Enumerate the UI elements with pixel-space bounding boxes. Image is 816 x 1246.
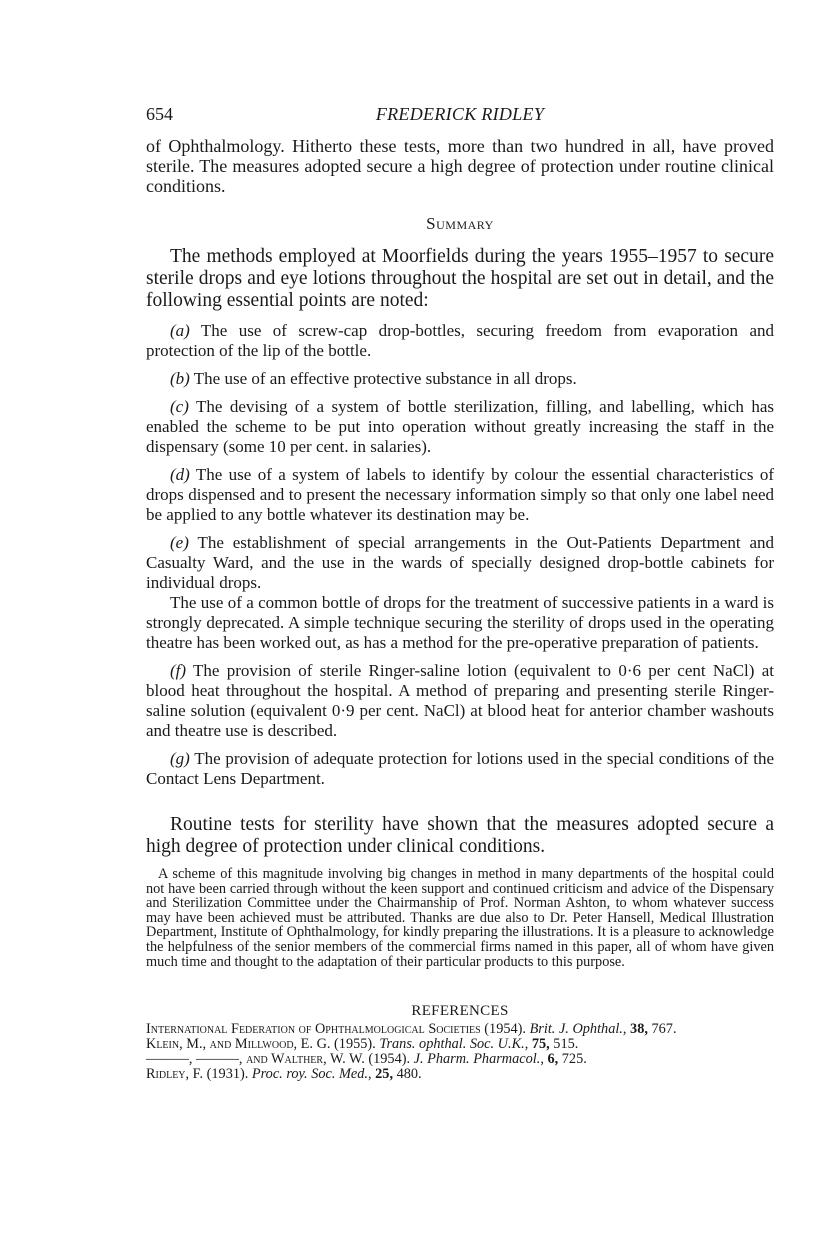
page-number: 654	[146, 104, 173, 124]
reference-item: ———, ———, and Walther, W. W. (1954). J. Pharm. Pharmacol., 6, 725.	[146, 1051, 587, 1067]
running-head-author: FREDERICK RIDLEY	[375, 104, 545, 124]
reference-authors: International Federation of Ophthalmological Societies	[146, 1021, 481, 1037]
point-label: (g)	[170, 749, 190, 768]
reference-pages: 480.	[393, 1066, 422, 1082]
point-text: The devising of a system of bottle sterilization, filling, and labelling, which has enabled the scheme to be put into operation without greatly increasing the staff in the dispensary (some 10 per cent. in salaries).	[146, 397, 774, 456]
reference-pages: 515.	[549, 1036, 579, 1052]
reference-volume: 25,	[375, 1066, 394, 1082]
reference-authors: Ridley, F.	[146, 1066, 204, 1082]
summary-point-b	[146, 369, 774, 389]
summary-point-e	[146, 533, 774, 593]
point-label: (a)	[170, 321, 190, 340]
point-label: (e)	[170, 533, 189, 552]
point-label: (d)	[170, 465, 190, 484]
point-label: (f)	[170, 661, 187, 680]
reference-year: (1931).	[203, 1066, 252, 1082]
reference-year: (1954).	[480, 1021, 530, 1037]
summary-interlude: The use of a common bottle of drops for the treatment of successive patients in a ward is strongly deprecated. A simple technique securing the sterility of drops used in the operating theatre has been worked out, as has a method for the pre-operative preparation of patients.	[146, 593, 774, 652]
reference-journal: Trans. ophthal. Soc. U.K.	[379, 1036, 525, 1052]
acknowledgement-block	[146, 867, 774, 969]
summary-point-c	[146, 397, 774, 457]
point-text: The provision of adequate protection for lotions used in the special conditions of the Contact Lens Department.	[146, 749, 774, 788]
point-text: The establishment of special arrangements in the Out-Patients Department and Casualty Ward, and the use in the wards of specially designed drop-bottle cabinets for individual drops.	[146, 533, 774, 592]
summary-intro: The methods employed at Moorfields during the years 1955–1957 to secure sterile drops and eye lotions throughout the hospital are set out in detail, and the following essential points are noted:	[146, 246, 774, 311]
summary-body	[146, 246, 774, 797]
summary-conclusion-block	[146, 814, 774, 858]
reference-pages: 725.	[558, 1051, 587, 1067]
reference-item: Klein, M., and Millwood, E. G. (1955). Trans. ophthal. Soc. U.K., 75, 515.	[146, 1036, 579, 1052]
acknowledgement: A scheme of this magnitude involving big changes in method in many departments of the hospital could not have been carried through without the keen support and continued criticism and advice of the Dispensary and Sterilization Committee under the Chairmanship of Prof. Norman Ashton, to whom whatever success may have been achieved must be attributed. Thanks are due also to Dr. Peter Hansell, Medical Illustration Department, Institute of Ophthalmology, for kindly preparing the illustrations. It is a pleasure to acknowledge the helpfulness of the senior members of the commercial firms named in this paper, all of whom have given much time and thought to the adaptation of their particular products to this purpose.	[146, 866, 774, 970]
point-label: (b)	[170, 369, 190, 388]
summary-conclusion: Routine tests for sterility have shown that the measures adopted secure a high degree of protection under clinical conditions.	[146, 814, 774, 857]
point-text: The provision of sterile Ringer-saline lotion (equivalent to 0·6 per cent NaCl) at blood heat throughout the hospital. A method of preparing and presenting sterile Ringer-saline solution (equivalent 0·9 per cent. NaCl) at blood heat for anterior chamber washouts and theatre use is described.	[146, 661, 774, 740]
point-label: (c)	[170, 397, 189, 416]
point-text: The use of a system of labels to identify by colour the essential characteristics of drops dispensed and to present the necessary information simply so that only one label need be applied to any bottle whatever its destination may be.	[146, 465, 774, 524]
reference-volume: 38,	[630, 1021, 648, 1037]
reference-volume: 75,	[531, 1036, 550, 1052]
reference-item: International Federation of Ophthalmological Societies (1954). Brit. J. Ophthal., 38, 767.	[146, 1021, 677, 1037]
reference-volume: 6,	[547, 1051, 559, 1067]
reference-year: (1954).	[364, 1051, 414, 1067]
summary-point-a	[146, 321, 774, 361]
summary-point-g	[146, 749, 774, 789]
reference-journal: Proc. roy. Soc. Med.	[251, 1066, 368, 1082]
references-list	[146, 1022, 774, 1082]
reference-journal: J. Pharm. Pharmacol.	[413, 1051, 541, 1067]
opening-paragraph-block	[146, 136, 774, 196]
point-text: The use of an effective protective substance in all drops.	[189, 369, 577, 388]
opening-paragraph: of Ophthalmology. Hitherto these tests, more than two hundred in all, have proved sterile. The measures adopted secure a high degree of protection under routine clinical conditions.	[146, 136, 774, 196]
reference-journal: Brit. J. Ophthal.	[529, 1021, 623, 1037]
reference-authors: Klein, M., and Millwood, E. G.	[146, 1036, 331, 1052]
reference-item: Ridley, F. (1931). Proc. roy. Soc. Med., 25, 480.	[146, 1066, 422, 1082]
summary-point-f	[146, 661, 774, 741]
reference-year: (1955).	[330, 1036, 380, 1052]
reference-authors: ———, ———, and Walther, W. W.	[146, 1051, 365, 1067]
summary-point-d	[146, 465, 774, 525]
point-text: The use of screw-cap drop-bottles, securing freedom from evaporation and protection of the lip of the bottle.	[146, 321, 774, 360]
references-heading: REFERENCES	[411, 1003, 509, 1019]
summary-heading: Summary	[426, 214, 494, 233]
reference-pages: 767.	[647, 1021, 677, 1037]
running-head	[146, 104, 774, 126]
